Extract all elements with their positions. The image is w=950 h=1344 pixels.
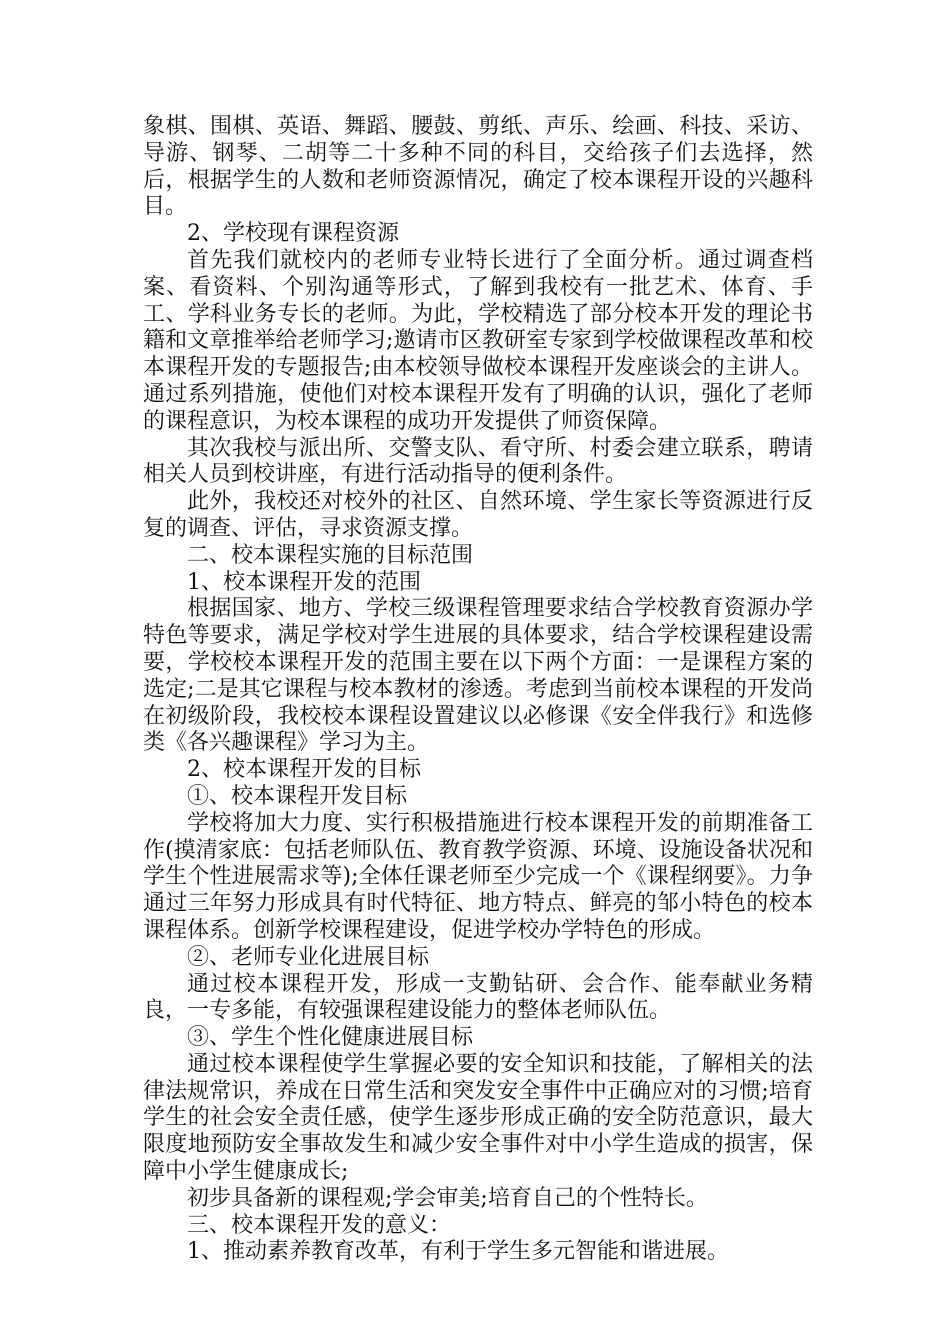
- paragraph-scope-detail: 根据国家、地方、学校三级课程管理要求结合学校教育资源办学特色等要求，满足学校对学生进展的具体要求，结合学校课程建设需要，学校校本课程开发的范围主要在以下两个方面：一是课程方案的选定;二是其它课程与校本教材的渗透。考虑到当前校本课程的开发尚在初级阶段，我校校本课程设置建议以必修课《安全伴我行》和选修类《各兴趣课程》学习为主。: [143, 596, 813, 756]
- subheading-curriculum-goal: ①、校本课程开发目标: [187, 783, 408, 809]
- paragraph-student-goal: 通过校本课程使学生掌握必要的安全知识和技能，了解相关的法律法规常识，养成在日常生活和突发安全事件中正确应对的习惯;培育学生的社会安全责任感，使学生逐步形成正确的安全防范意识，最大限度地预防安全事故发生和减少安全事件对中小学生造成的损害，保障中小学生健康成长;: [143, 1051, 813, 1185]
- paragraph-continuation: 象棋、围棋、英语、舞蹈、腰鼓、剪纸、声乐、绘画、科技、采访、导游、钢琴、二胡等二十多种不同的科目，交给孩子们去选择，然后，根据学生的人数和老师资源情况，确定了校本课程开设的兴趣科目。: [143, 114, 813, 220]
- section-heading-significance: 三、校本课程开发的意义：: [187, 1212, 452, 1238]
- paragraph-external-partners: 其次我校与派出所、交警支队、看守所、村委会建立联系，聘请相关人员到校讲座，有进行活动指导的便利条件。: [143, 435, 813, 488]
- subheading-existing-resources: 2、学校现有课程资源: [187, 221, 399, 247]
- subheading-teacher-goal: ②、老师专业化进展目标: [187, 944, 430, 970]
- document-page: [143, 114, 813, 1266]
- paragraph-community-resources: 此外，我校还对校外的社区、自然环境、学生家长等资源进行反复的调查、评估，寻求资源支撑。: [143, 489, 813, 541]
- section-heading-goals-scope: 二、校本课程实施的目标范围: [187, 542, 474, 568]
- subheading-development-goals: 2、校本课程开发的目标: [187, 757, 421, 783]
- subheading-development-scope: 1、校本课程开发的范围: [187, 569, 421, 595]
- paragraph-curriculum-goal: 学校将加大力度、实行积极措施进行校本课程开发的前期准备工作(摸清家底：包括老师队伍、教育教学资源、环境、设施设备状况和学生个性进展需求等);全体任课老师至少完成一个《课程纲要》。力争通过三年努力形成具有时代特征、地方特点、鲜亮的邹小特色的校本课程体系。创新学校课程建设，促进学校办学特色的形成。: [143, 810, 813, 943]
- subheading-student-goal: ③、学生个性化健康进展目标: [187, 1025, 474, 1051]
- paragraph-teacher-analysis: 首先我们就校内的老师专业特长进行了全面分析。通过调查档案、看资料、个别沟通等形式，了解到我校有一批艺术、体育、手工、学科业务专长的老师。为此，学校精选了部分校本开发的理论书籍和文章推举给老师学习;邀请市区教研室专家到学校做课程改革和校本课程开发的专题报告;由本校领导做校本课程开发座谈会的主讲人。通过系列措施，使他们对校本课程开发有了明确的认识，强化了老师的课程意识，为校本课程的成功开发提供了师资保障。: [143, 247, 813, 434]
- paragraph-student-aesthetics: 初步具备新的课程观;学会审美;培育自己的个性特长。: [187, 1185, 708, 1211]
- paragraph-significance-1: 1、推动素养教育改革，有利于学生多元智能和谐进展。: [187, 1239, 729, 1265]
- paragraph-teacher-goal: 通过校本课程开发，形成一支勤钻研、会合作、能奉献业务精良，一专多能，有较强课程建设能力的整体老师队伍。: [143, 971, 813, 1024]
